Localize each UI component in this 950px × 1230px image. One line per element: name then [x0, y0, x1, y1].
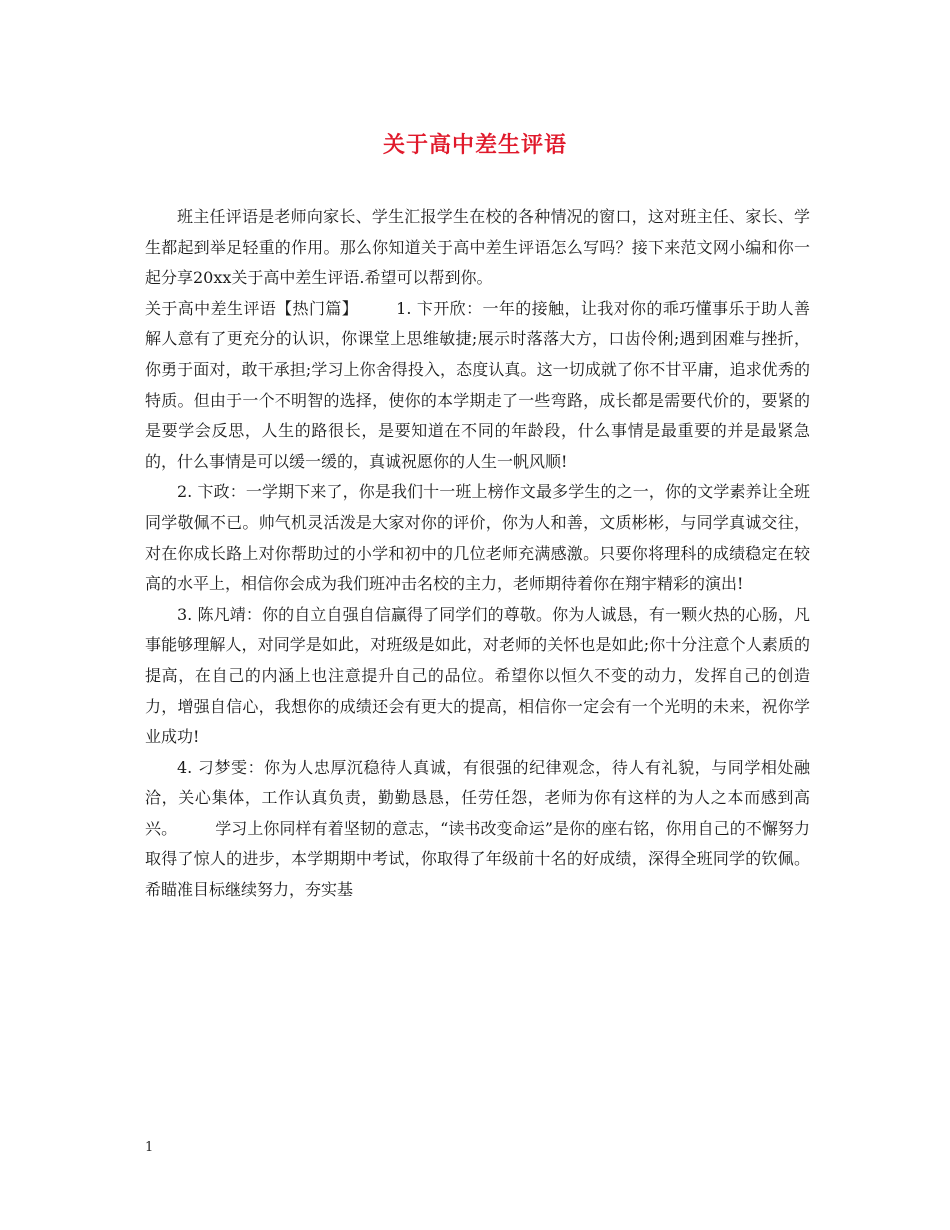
section-heading: 关于高中差生评语【热门篇】: [145, 298, 359, 318]
item-4-text-part2: 学习上你同样有着坚韧的意志，“读书改变命运”是你的座右铭，你用自己的不懈努力取得了惊人的进步，本学期期中考试，你取得了年级前十名的好成绩，深得全班同学的钦佩。希瞄准目标继续努力，夯实基: [145, 818, 810, 900]
item-1-paragraph: [145, 294, 810, 478]
document-body: [145, 202, 810, 906]
item-2-paragraph: 2. 卞政：一学期下来了，你是我们十一班上榜作文最多学生的之一，你的文学素养让全班同学敬佩不已。帅气机灵活泼是大家对你的评价，你为人和善，文质彬彬，与同学真诚交往，对在你成长路上对你帮助过的小学和初中的几位老师充满感激。只要你将理科的成绩稳定在较高的水平上，相信你会成为我们班冲击名校的主力，老师期待着你在翔宇精彩的演出!: [145, 482, 810, 594]
intro-paragraph: 班主任评语是老师向家长、学生汇报学生在校的各种情况的窗口，这对班主任、家长、学生都起到举足轻重的作用。那么你知道关于高中差生评语怎么写吗？接下来范文网小编和你一起分享20xx关于高中差生评语.希望可以帮到你。: [145, 207, 810, 288]
page-number: 1: [145, 1140, 154, 1155]
item-4-text-part1: 4. 刁梦雯：你为人忠厚沉稳待人真诚，有很强的纪律观念，待人有礼貌，与同学相处融洽，关心集体，工作认真负责，勤勤恳恳，任劳任怨，老师为你有这样的为人之本而感到高兴。: [145, 757, 810, 838]
document-title: 关于高中差生评语: [382, 132, 567, 158]
item-1-text: 1. 卞开欣：一年的接触，让我对你的乖巧懂事乐于助人善解人意有了更充分的认识，你课堂上思维敏捷;展示时落落大方，口齿伶俐;遇到困难与挫折，你勇于面对，敢干承担;学习上你舍得投入，态度认真。这一切成就了你不甘平庸，追求优秀的特质。但由于一个不明智的选择，使你的本学期走了一些弯路，成长都是需要代价的，要紧的是要学会反思，人生的路很长，是要知道在不同的年龄段，什么事情是最重要的并是最紧急的，什么事情是可以缓一缓的，真诚祝愿你的人生一帆风顺!: [145, 298, 810, 471]
item-3-paragraph: 3. 陈凡靖：你的自立自强自信赢得了同学们的尊敬。你为人诚恳，有一颗火热的心肠，凡事能够理解人，对同学是如此，对班级是如此，对老师的关怀也是如此;你十分注意个人素质的提高，在自己的内涵上也注意提升自己的品位。希望你以恒久不变的动力，发挥自己的创造力，增强自信心，我想你的成绩还会有更大的提高，相信你一定会有一个光明的未来，祝你学业成功!: [145, 604, 810, 747]
item-4-paragraph: [145, 753, 810, 906]
